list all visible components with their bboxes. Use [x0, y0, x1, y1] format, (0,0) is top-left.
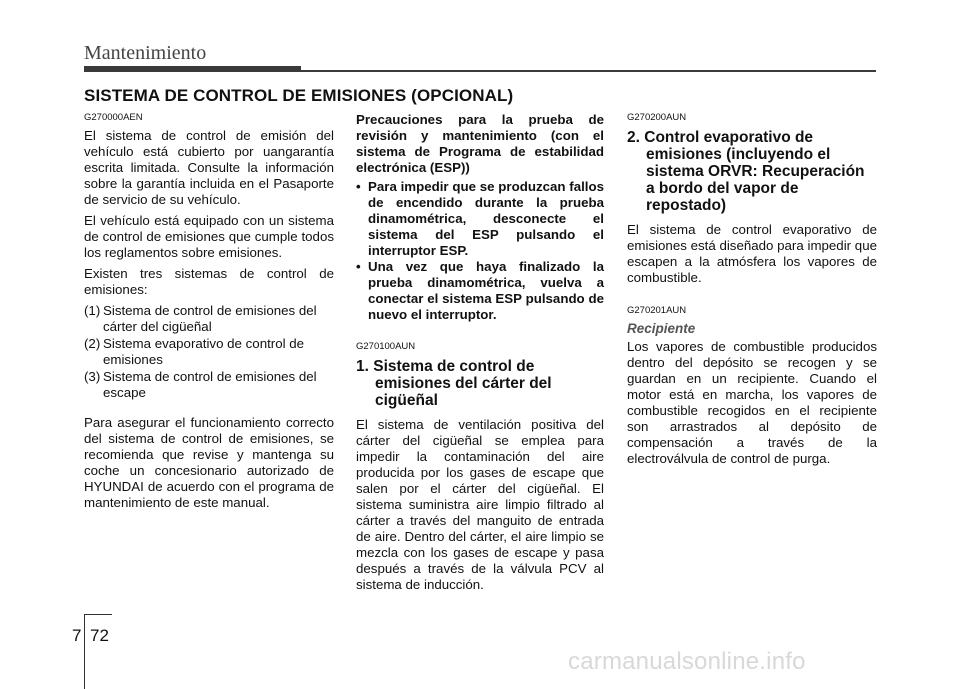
column-1: [84, 112, 334, 516]
section-code: G270000AEN: [84, 112, 143, 123]
footer-divider: [84, 614, 85, 689]
section-code: G270100AUN: [356, 341, 416, 352]
footer-divider-h: [84, 614, 112, 615]
column-3: [627, 112, 877, 472]
list-item: (3) Sistema de control de emisiones del escape: [84, 369, 317, 400]
emission-systems-list: [84, 303, 334, 401]
section-code: G270200AUN: [627, 112, 687, 123]
list-item: • Una vez que haya finalizado la prueba dinamométrica, vuelva a conectar el sistema ESP pulsando de nuevo el interruptor.: [356, 259, 604, 322]
heading-evaporative: 2. Control evaporativo de emisiones (incluyendo el sistema ORVR: Recuperación a bordo del vapor de repostado): [627, 129, 865, 214]
paragraph: El sistema de control de emisión del vehículo está cubierto por uangarantía escrita limitada. Consulte la información sobre la garantía incluida en el Pasaporte de servicio de su vehículo.: [84, 128, 334, 207]
header-bar-thick: [84, 66, 301, 72]
section-title: SISTEMA DE CONTROL DE EMISIONES (OPCIONAL): [84, 86, 514, 105]
paragraph: El sistema de ventilación positiva del cárter del cigüeñal se emplea para impedir la contaminación del aire producida por los gases de escape que salen por el cárter del cigüeñal. El sistema suministra aire limpio filtrado al cárter a través del manguito de entrada de aire. Dentro del cárter, el aire limpio se mezcla con los gases de escape y pasa después a través de la válvula PCV al sistema de inducción.: [356, 417, 604, 592]
column-2: [356, 112, 604, 598]
paragraph: El sistema de control evaporativo de emisiones está diseñado para impedir que escapen a la atmósfera los vapores de combustible.: [627, 222, 877, 285]
heading-crankcase: 1. Sistema de control de emisiones del cárter del cigüeñal: [356, 358, 552, 409]
section-code: G270201AUN: [627, 305, 687, 316]
header-bar-thin: [301, 70, 876, 72]
precautions-title: Precauciones para la prueba de revisión y mantenimiento (con el sistema de Programa de estabilidad electrónica (ESP)): [356, 112, 604, 175]
page-number: 72: [90, 626, 109, 645]
chapter-number: 7: [72, 626, 82, 645]
subheading-canister: Recipiente: [627, 321, 696, 336]
precautions-list: [356, 179, 604, 323]
chapter-title: Mantenimiento: [84, 42, 207, 64]
watermark: carmanualsonline.info: [568, 648, 806, 675]
paragraph: El vehículo está equipado con un sistema de control de emisiones que cumple todos los reglamentos sobre emisiones.: [84, 213, 334, 260]
paragraph: Existen tres sistemas de control de emisiones:: [84, 266, 334, 297]
list-item: • Para impedir que se produzcan fallos de encendido durante la prueba dinamométrica, desconecte el sistema del ESP pulsando el interruptor ESP.: [356, 179, 604, 258]
list-item: (1) Sistema de control de emisiones del cárter del cigüeñal: [84, 303, 317, 334]
list-item: (2) Sistema evaporativo de control de emisiones: [84, 336, 305, 367]
paragraph: Para asegurar el funcionamiento correcto del sistema de control de emisiones, se recomienda que revise y mantenga su coche un concesionario autorizado de HYUNDAI de acuerdo con el programa de mantenimiento de este manual.: [84, 415, 334, 510]
paragraph: Los vapores de combustible producidos dentro del depósito se recogen y se guardan en un recipiente. Cuando el motor está en marcha, los vapores de combustible recogidos en el recipiente son arrastrados al depósito de compensación a través de la electroválvula de control de purga.: [627, 339, 877, 466]
